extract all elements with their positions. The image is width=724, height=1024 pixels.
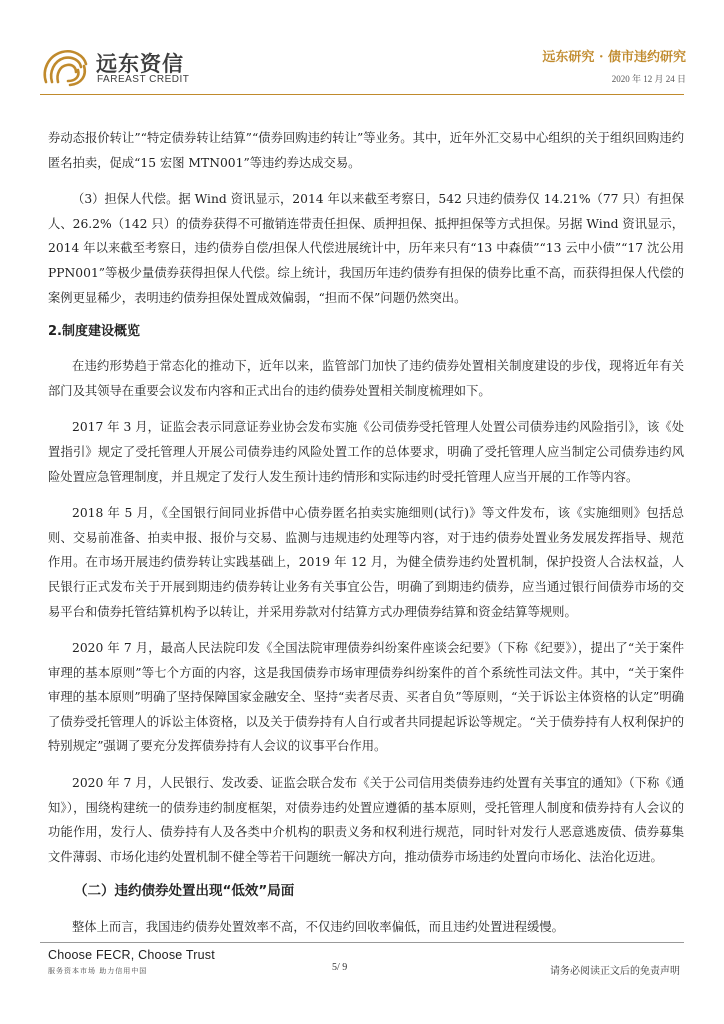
- paragraph-intro: 在违约形势趋于常态化的推动下，近年以来，监管部门加快了违约债券处置相关制度建设的步伐，现将近年有关部门及其领导在重要会议发布内容和正式出台的违约债券处置相关制度梳理如下。: [48, 359, 684, 398]
- paragraph-2018: 2018 年 5 月，《全国银行间同业拆借中心债券匿名拍卖实施细则(试行)》等文件发布，该《实施细则》包括总则、交易前准备、拍卖申报、报价与交易、监测与违规违约处理等内容，对于违约债券处置业务发展发挥指导、规范作用。在市场开展违约债券转让实践基础上，2019 年 12 月，为健全债券违约处置机制，保护投资人合法权益，人民银行正式发布关于开展到期违约债券转让业务有关事宜公告，明确了到期违约债券，应当通过银行间债券市场的交易平台和债券托管结算机构予以转让，并采用券款对付结算方式办理债券结算和资金结算等规则。: [48, 506, 684, 619]
- company-name-en: FAREAST CREDIT: [97, 74, 190, 85]
- document-body: [48, 126, 684, 952]
- report-series-title: 远东研究 · 债市违约研究: [542, 50, 686, 65]
- paragraph-continued: 券动态报价转让”“特定债券转让结算”“债券回购违约转让”等业务。其中，近年外汇交易中心组织的关于组织回购违约匿名拍卖，促成“15 宏图 MTN001”等违约券达成交易。: [48, 131, 684, 170]
- page-header: [0, 0, 724, 100]
- section-heading: （二）违约债券处置出现“低效”局面: [74, 883, 295, 900]
- fareast-credit-logo-icon: [40, 44, 90, 88]
- footer-sub-slogan: 服务资本市场 助力信用中国: [48, 967, 148, 975]
- page-number: 5/ 9: [332, 962, 348, 973]
- company-name-cn: 远东资信: [96, 52, 184, 76]
- footer-slogan: Choose FECR, Choose Trust: [48, 948, 215, 962]
- paragraph-2020-notice: 2020 年 7 月，人民银行、发改委、证监会联合发布《关于公司信用类债券违约处置有关事宜的通知》（下称《通知》），围绕构建统一的债券违约制度框架，对债券违约处置应遵循的基本原则，受托管理人制度和债券持有人会议的功能作用，发行人、债券持有人及各类中介机构的职责义务和权利进行规范，同时针对发行人恶意逃废债、债券募集文件薄弱、市场化违约处置机制不健全等若干问题统一解决方向，推动债券市场违约处置向市场化、法治化迈进。: [48, 776, 684, 864]
- report-date: 2020 年 12 月 24 日: [611, 74, 686, 84]
- disclaimer-notice: 请务必阅读正文后的免责声明: [550, 966, 680, 977]
- footer-divider: [40, 942, 684, 943]
- paragraph-summary: 整体上而言，我国违约债券处置效率不高，不仅违约回收率偏低，而且违约处置进程缓慢。: [72, 920, 564, 935]
- paragraph-2017: 2017 年 3 月，证监会表示同意证券业协会发布实施《公司债券受托管理人处置公司债券违约风险指引》，该《处置指引》规定了受托管理人开展公司债券违约风险处置工作的总体要求，明确了受托管理人应当制定公司债券违约风险处置应急管理制度，并且规定了发行人发生预计违约情形和实际违约时受托管理人应当开展的工作等内容。: [48, 420, 684, 484]
- subsection-heading: 2.制度建设概览: [48, 324, 140, 340]
- header-divider: [40, 94, 684, 95]
- paragraph-guarantor: （3）担保人代偿。据 Wind 资讯显示，2014 年以来截至考察日，542 只违约债券仅 14.21%（77 只）有担保人、26.2%（142 只）的债券获得不可撤销连带责任担保、质押担保、抵押担保等方式担保。另据 Wind 资讯显示，2014 年以来截至考察日，违约债券自偿/担保人代偿进展统计中，历年来只有“13 中森债”“13 云中小债”“17 沈公用 PPN001”等极少量债券获得担保人代偿。综上统计，我国历年违约债券有担保的债券比重不高，而获得担保人代偿的案例更显稀少，表明违约债券担保处置成效偏弱，“担而不保”问题仍然突出。: [48, 192, 684, 305]
- paragraph-2020-court: 2020 年 7 月，最高人民法院印发《全国法院审理债券纠纷案件座谈会纪要》（下称《纪要》），提出了“关于案件审理的基本原则”等七个方面的内容，这是我国债券市场审理债券纠纷案件的首个系统性司法文件。其中，“关于案件审理的基本原则”明确了坚持保障国家金融安全、坚持“卖者尽责、买者自负”等原则，“关于诉讼主体资格的认定”明确了债券受托管理人的诉讼主体资格，以及关于债券持有人自行或者共同提起诉讼等规定。“关于债券持有人权利保护的特别规定”强调了要充分发挥债券持有人会议的议事平台作用。: [48, 641, 684, 754]
